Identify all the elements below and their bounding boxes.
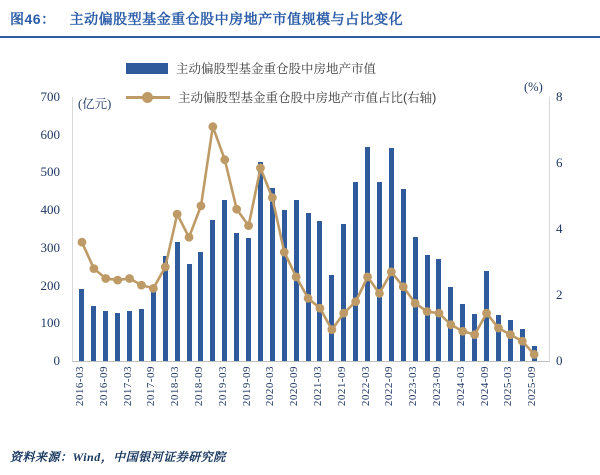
legend-bar-label: 主动偏股型基金重仓股中房地产市值	[176, 62, 377, 76]
x-label-2018-09: 2018-09	[192, 366, 205, 407]
x-label-2022-03: 2022-03	[359, 366, 372, 407]
marker-2018-09	[197, 202, 206, 211]
left-tick-500: 500	[40, 164, 60, 180]
x-label-2019-09: 2019-09	[240, 366, 253, 407]
marker-2025-06	[518, 337, 527, 346]
x-label-2020-03: 2020-03	[264, 366, 277, 407]
marker-2023-09	[435, 309, 444, 318]
marker-2018-03	[173, 210, 182, 219]
marker-2019-06	[232, 205, 241, 214]
right-tick-0: 0	[556, 353, 563, 368]
marker-2021-09	[339, 309, 348, 318]
x-label-2023-09: 2023-09	[430, 366, 443, 407]
x-label-2016-09: 2016-09	[97, 366, 110, 407]
right-tick-2: 2	[556, 287, 563, 302]
left-axis-unit-label: (亿元)	[78, 97, 112, 111]
marker-2024-12	[494, 324, 503, 333]
legend-line-label: 主动偏股型基金重仓股中房地产市值占比(右轴)	[178, 91, 437, 105]
marker-2020-12	[304, 294, 313, 303]
marker-2024-09	[482, 309, 491, 318]
left-tick-0: 0	[53, 353, 60, 368]
plot-area	[72, 97, 550, 362]
x-label-2023-03: 2023-03	[407, 366, 420, 407]
marker-2022-03	[363, 272, 372, 281]
title-underline	[0, 36, 600, 38]
marker-2016-12	[113, 276, 122, 285]
x-label-2024-03: 2024-03	[454, 366, 467, 407]
right-tick-8: 8	[556, 89, 563, 104]
marker-2025-09	[530, 350, 539, 359]
x-label-2025-03: 2025-03	[502, 366, 515, 407]
left-tick-100: 100	[40, 315, 60, 331]
marker-2025-03	[506, 330, 515, 339]
marker-2024-03	[458, 327, 467, 336]
marker-2019-09	[244, 221, 253, 230]
marker-2020-09	[292, 272, 301, 281]
figure-title: 主动偏股型基金重仓股中房地产市值规模与占比变化	[69, 11, 404, 27]
marker-2016-03	[78, 238, 87, 247]
marker-2016-09	[101, 274, 110, 283]
x-label-2017-03: 2017-03	[121, 366, 134, 407]
x-label-2021-03: 2021-03	[311, 366, 324, 407]
marker-2022-12	[399, 282, 408, 291]
source-note: 资料来源：Wind，中国银河证券研究院	[10, 450, 226, 464]
marker-2023-12	[446, 320, 455, 329]
left-tick-700: 700	[40, 89, 60, 104]
marker-2019-12	[256, 164, 265, 173]
marker-2017-03	[125, 274, 134, 283]
marker-2022-09	[387, 268, 396, 277]
marker-2016-06	[89, 264, 98, 273]
marker-2017-06	[137, 281, 146, 290]
marker-2018-12	[208, 122, 217, 131]
line-path	[82, 127, 534, 355]
figure-number: 图46：	[10, 11, 56, 27]
x-label-2020-09: 2020-09	[288, 366, 301, 407]
marker-2021-12	[351, 297, 360, 306]
figure-title-row	[10, 9, 596, 29]
legend-item-bar	[126, 57, 436, 79]
marker-2017-09	[149, 284, 158, 293]
x-label-2025-09: 2025-09	[526, 366, 539, 407]
marker-2018-06	[185, 233, 194, 242]
marker-2023-06	[423, 307, 432, 316]
marker-2017-12	[161, 263, 170, 272]
x-label-2024-09: 2024-09	[478, 366, 491, 407]
marker-2021-03	[316, 304, 325, 313]
right-tick-4: 4	[556, 221, 563, 236]
x-label-2018-03: 2018-03	[169, 366, 182, 407]
bar-swatch-icon	[126, 63, 168, 74]
line-series	[73, 97, 549, 361]
x-label-2019-03: 2019-03	[216, 366, 229, 407]
x-label-2016-03: 2016-03	[73, 366, 86, 407]
left-tick-600: 600	[40, 126, 60, 142]
marker-2022-06	[375, 289, 384, 298]
x-label-2021-09: 2021-09	[335, 366, 348, 407]
left-tick-300: 300	[40, 239, 60, 255]
left-tick-400: 400	[40, 202, 60, 218]
x-label-2022-09: 2022-09	[383, 366, 396, 407]
marker-2024-06	[470, 330, 479, 339]
marker-2021-06	[327, 325, 336, 334]
marker-2023-03	[411, 299, 420, 308]
marker-2019-03	[220, 155, 229, 164]
right-axis-unit-label: (%)	[524, 80, 543, 94]
marker-2020-06	[280, 248, 289, 257]
right-tick-6: 6	[556, 155, 563, 170]
left-tick-200: 200	[40, 277, 60, 293]
marker-2020-03	[268, 193, 277, 202]
x-label-2017-09: 2017-09	[145, 366, 158, 407]
